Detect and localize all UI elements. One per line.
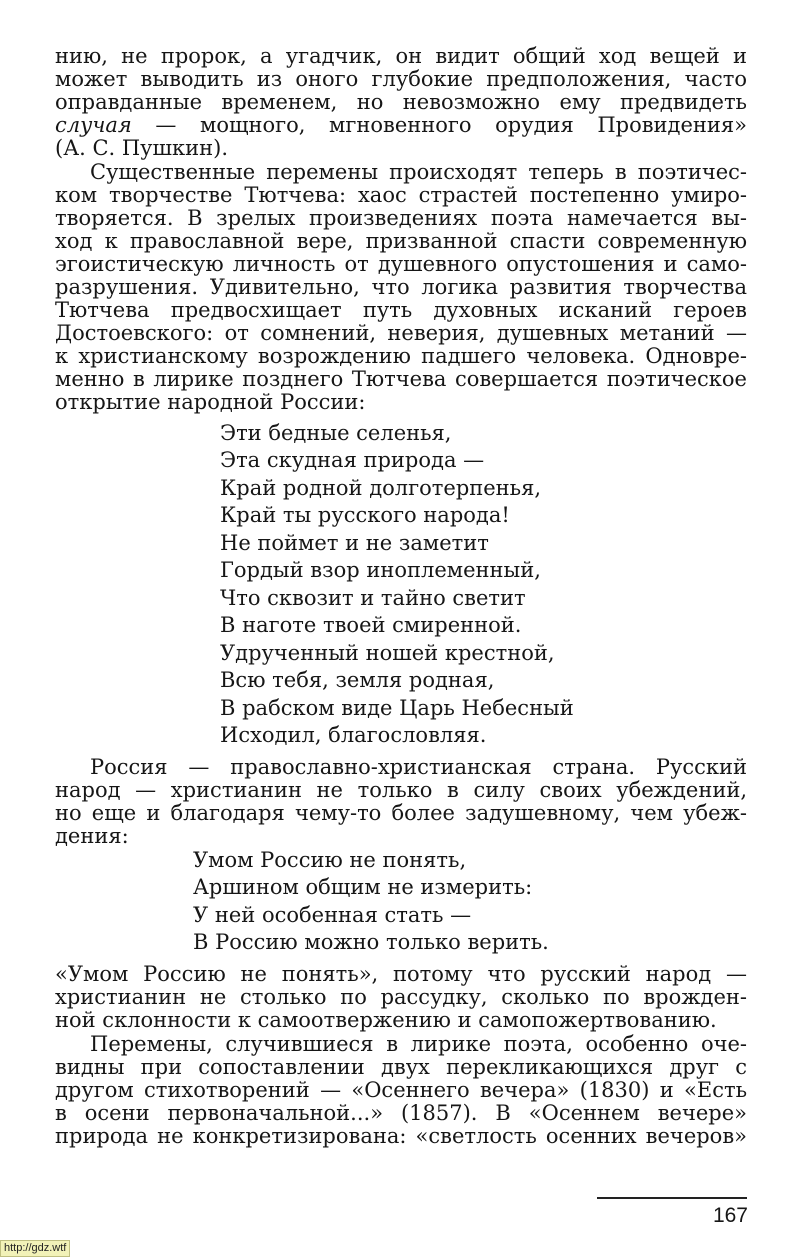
- text-line: менно в лирике позднего Тютчева совершается поэтическое: [55, 367, 747, 391]
- verse-line: В рабском виде Царь Небесный: [220, 696, 574, 720]
- text-line: дения:: [55, 824, 129, 848]
- text-line: Достоевского: от сомнений, неверия, душевных метаний —: [55, 321, 747, 345]
- text-line: «Умом Россию не понять», потому что русский народ —: [55, 962, 747, 986]
- verse-line: Что сквозит и тайно светит: [220, 586, 526, 610]
- text-line: к христианскому возрождению падшего человека. Одновре-: [55, 344, 747, 368]
- text-line: оправданные временем, но невозможно ему предвидеть: [55, 90, 747, 114]
- text-line: видны при сопоставлении двух перекликающихся друг с: [55, 1055, 747, 1079]
- text-line: христианин не столько по рассудку, сколько по врожден-: [55, 985, 747, 1009]
- source-link[interactable]: http://gdz.wtf: [0, 1240, 70, 1257]
- verse-line: Край родной долготерпенья,: [220, 476, 542, 500]
- text-line: Существенные перемены происходят теперь в поэтичес-: [90, 160, 747, 184]
- verse-line: Исходил, благословляя.: [220, 723, 487, 747]
- text-line: ход к православной вере, призванной спасти современную: [55, 229, 747, 253]
- verse-line: В Россию можно только верить.: [193, 930, 549, 954]
- text-line: народ — христианин не только в силу своих убеждений,: [55, 778, 747, 802]
- verse-line: У ней особенная стать —: [193, 903, 472, 927]
- text-line: Перемены, случившиеся в лирике поэта, особенно оче-: [90, 1032, 747, 1056]
- text-line: разрушения. Удивительно, что логика развития творчества: [55, 275, 747, 299]
- text-line: может выводить из оного глубокие предположения, часто: [55, 67, 747, 91]
- verse-line: Аршином общим не измерить:: [193, 875, 533, 899]
- text-line: случая — мощного, мгновенного орудия Провидения»: [55, 113, 747, 137]
- text-line: нию, не пророк, а угадчик, он видит общий ход вещей и: [55, 44, 747, 68]
- text-line: ной склонности к самоотвержению и самопожертвованию.: [55, 1008, 717, 1032]
- verse-line: Не поймет и не заметит: [220, 531, 489, 555]
- footer-divider: [597, 1197, 747, 1199]
- text-line: Россия — православно-христианская страна. Русский: [90, 755, 747, 779]
- verse-line: Эти бедные селенья,: [220, 421, 452, 445]
- text-line: (А. С. Пушкин).: [55, 136, 229, 160]
- verse-line: Эта скудная природа —: [220, 448, 485, 472]
- text-line: открытие народной России:: [55, 390, 366, 414]
- text-line: эгоистическую личность от душевного опустошения и само-: [55, 252, 747, 276]
- verse-line: В наготе твоей смиренной.: [220, 613, 522, 637]
- verse-line: Умом Россию не понять,: [193, 848, 467, 872]
- text-line: но еще и благодаря чему-то более задушевному, чем убеж-: [55, 801, 747, 825]
- text-line: в осени первоначальной...» (1857). В «Осеннем вечере»: [55, 1101, 747, 1125]
- text-line: другом стихотворений — «Осеннего вечера» (1830) и «Есть: [55, 1078, 747, 1102]
- verse-line: Удрученный ношей крестной,: [220, 641, 555, 665]
- text-line: ком творчестве Тютчева: хаос страстей постепенно умиро-: [55, 183, 747, 207]
- page-number: 167: [712, 1204, 748, 1227]
- text-line: Тютчева предвосхищает путь духовных исканий героев: [55, 298, 747, 322]
- text-line: творяется. В зрелых произведениях поэта намечается вы-: [55, 206, 747, 230]
- verse-line: Край ты русского народа!: [220, 503, 510, 527]
- verse-line: Гордый взор иноплеменный,: [220, 558, 541, 582]
- verse-line: Всю тебя, земля родная,: [220, 668, 495, 692]
- text-line: природа не конкретизирована: «светлость осенних вечеров»: [55, 1124, 747, 1148]
